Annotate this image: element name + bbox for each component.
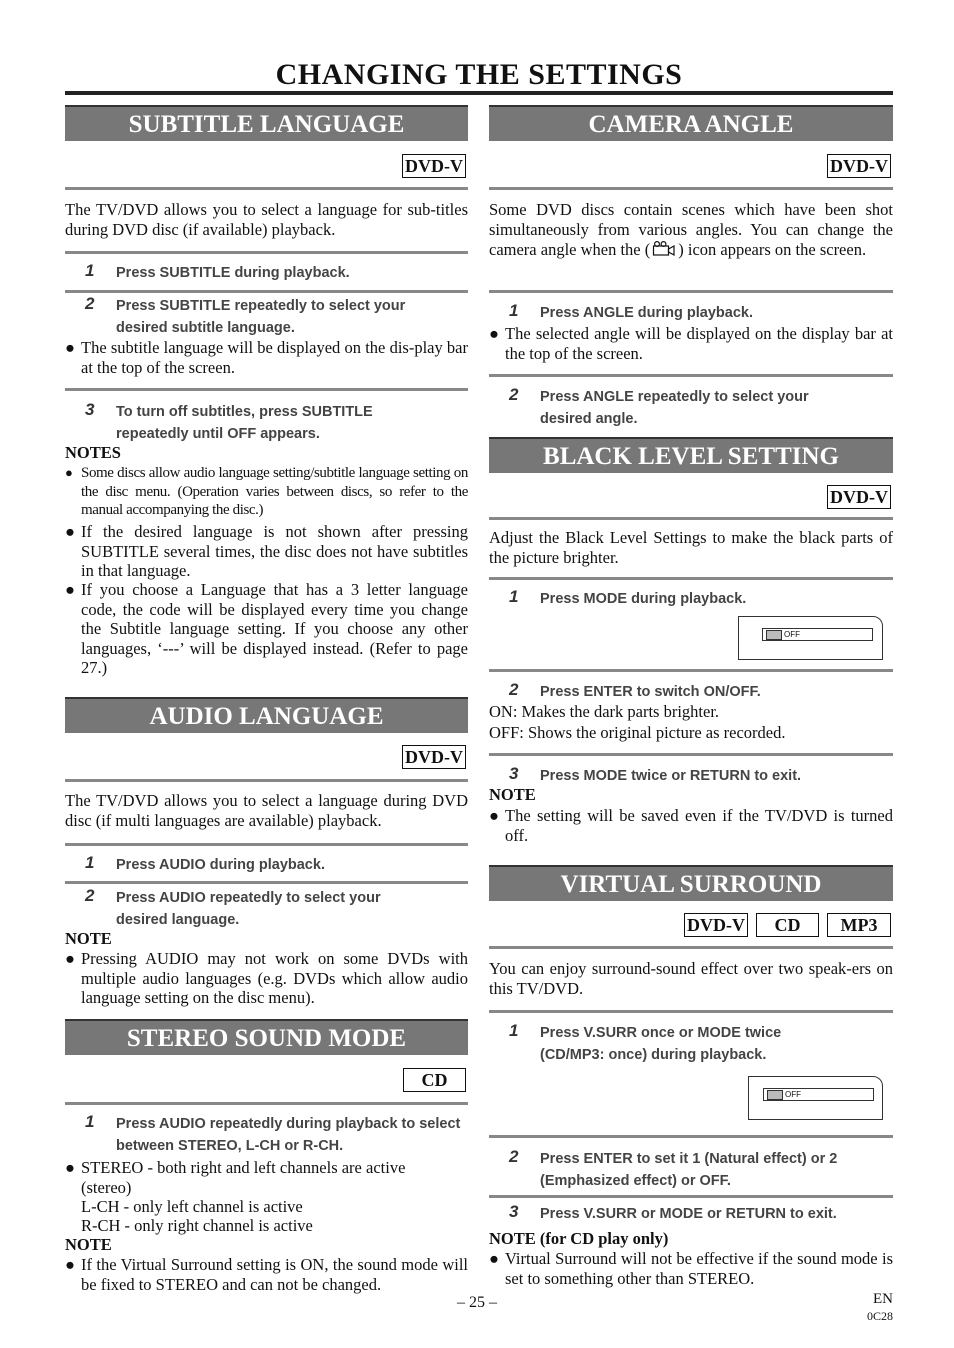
- notes-heading: NOTES: [65, 443, 121, 462]
- dvd-v-badge: DVD-V: [402, 154, 466, 178]
- step-number: 3: [85, 400, 95, 419]
- step-text: Press ENTER to set it 1 (Natural effect) or 2 (Emphasized effect) or OFF.: [540, 1151, 838, 1189]
- divider: [65, 187, 468, 190]
- black-note-1: ● The setting will be saved even if the TV/DVD is turned off.: [489, 806, 893, 845]
- step-text: Press ENTER to switch ON/OFF.: [540, 684, 761, 700]
- document-code: 0C28: [866, 1309, 893, 1323]
- audio-note-1: ● Pressing AUDIO may not work on some DVDs with multiple audio languages (e.g. DVDs which allow audio language setting on the disc menu).: [65, 949, 468, 1007]
- step-text: Press ANGLE during playback.: [540, 305, 753, 321]
- divider: [489, 1195, 893, 1198]
- subtitle-note-1: ● Some discs allow audio language setting/subtitle language setting on the disc menu. (Operation varies between discs, so refer to the manual accompanying the disc.): [65, 465, 468, 518]
- note-heading: NOTE: [65, 1235, 112, 1254]
- step-text: Press ANGLE repeatedly to select your desired angle.: [540, 389, 809, 427]
- step-text: Press V.SURR or MODE or RETURN to exit.: [540, 1206, 837, 1222]
- title-rule: [65, 91, 893, 95]
- divider: [489, 187, 893, 190]
- step-number: 2: [509, 385, 519, 404]
- divider: [65, 388, 468, 391]
- divider: [65, 779, 468, 782]
- step-number: 3: [509, 764, 519, 783]
- camera-intro: Some DVD discs contain scenes which have been shot simultaneously from various angles. You can change the camera angle when the ( ) icon appears on the screen.: [489, 200, 893, 259]
- step-number: 2: [85, 886, 95, 905]
- divider: [489, 517, 893, 520]
- subtitle-step-2: [65, 295, 468, 339]
- black-on-line: ON: Makes the dark parts brighter.: [489, 702, 720, 721]
- divider: [65, 881, 468, 884]
- step-text: Press SUBTITLE repeatedly to select your desired subtitle language.: [116, 298, 406, 336]
- osd-bar: OFF: [762, 628, 873, 641]
- page-title: CHANGING THE SETTINGS: [275, 58, 683, 91]
- stereo-lch: L-CH - only left channel is active: [81, 1197, 303, 1216]
- step-number: 1: [85, 853, 95, 872]
- black-step-3: [489, 765, 893, 787]
- step-text: Press AUDIO repeatedly to select your desired language.: [116, 890, 381, 928]
- stereo-note-1: ● If the Virtual Surround setting is ON, the sound mode will be fixed to STEREO and can not be changed.: [65, 1255, 468, 1294]
- stereo-rch: R-CH - only right channel is active: [81, 1216, 313, 1235]
- divider: [489, 1010, 893, 1013]
- subtitle-step-1: [65, 262, 468, 284]
- page-number: – 25 –: [457, 1294, 497, 1311]
- dvd-v-badge: DVD-V: [827, 485, 891, 509]
- subtitle-bullet: ● The subtitle language will be displayed on the dis-play bar at the top of the screen.: [65, 338, 468, 377]
- black-intro: Adjust the Black Level Settings to make the black parts of the picture brighter.: [489, 528, 893, 567]
- surround-step-2: [489, 1148, 893, 1192]
- camera-angle-header: CAMERA ANGLE: [489, 105, 893, 141]
- stereo-step-1: [65, 1113, 468, 1157]
- cd-badge: CD: [756, 913, 819, 937]
- surround-note-1: ● Virtual Surround will not be effective if the sound mode is set to something other than STEREO.: [489, 1249, 893, 1288]
- surround-osd-screen: [748, 1076, 883, 1120]
- stereo-bullet: ● STEREO - both right and left channels are active (stereo): [65, 1158, 406, 1197]
- black-step-2: [489, 681, 893, 703]
- audio-step-1: [65, 854, 468, 876]
- step-text: Press MODE during playback.: [540, 591, 747, 607]
- step-text: Press SUBTITLE during playback.: [116, 265, 350, 281]
- step-text: Press AUDIO repeatedly during playback to select between STEREO, L-CH or R-CH.: [116, 1116, 461, 1154]
- note-heading: NOTE: [65, 929, 112, 948]
- divider: [489, 577, 893, 580]
- black-level-setting-header: BLACK LEVEL SETTING: [489, 437, 893, 473]
- osd-bar: OFF: [763, 1088, 874, 1101]
- black-level-osd-screen: [738, 616, 883, 660]
- mp3-badge: MP3: [827, 913, 891, 937]
- audio-language-header: AUDIO LANGUAGE: [65, 697, 468, 733]
- stereo-sound-mode-header: STEREO SOUND MODE: [65, 1019, 468, 1055]
- step-number: 2: [85, 294, 95, 313]
- audio-step-2: [65, 887, 468, 931]
- step-text: Press V.SURR once or MODE twice (CD/MP3: once) during playback.: [540, 1025, 782, 1063]
- black-off-line: OFF: Shows the original picture as recorded.: [489, 723, 786, 742]
- step-text: Press AUDIO during playback.: [116, 857, 325, 873]
- divider: [65, 843, 468, 846]
- virtual-surround-header: VIRTUAL SURROUND: [489, 865, 893, 901]
- step-number: 1: [85, 1112, 95, 1131]
- subtitle-language-header: SUBTITLE LANGUAGE: [65, 105, 468, 141]
- step-number: 2: [509, 1147, 519, 1166]
- surround-step-1: [489, 1022, 893, 1066]
- cd-badge: CD: [403, 1068, 466, 1092]
- dvd-v-badge: DVD-V: [402, 745, 466, 769]
- step-text: Press MODE twice or RETURN to exit.: [540, 768, 802, 784]
- divider: [65, 290, 468, 293]
- dvd-v-badge: DVD-V: [827, 154, 891, 178]
- divider: [65, 251, 468, 254]
- camera-step-2: [489, 386, 893, 430]
- language-code: EN: [873, 1291, 893, 1307]
- divider: [489, 1135, 893, 1138]
- surround-step-3: [489, 1203, 893, 1225]
- camera-step-1: [489, 302, 893, 324]
- subtitle-intro: The TV/DVD allows you to select a language for sub-titles during DVD disc (if available) playback.: [65, 200, 468, 239]
- step-text: To turn off subtitles, press SUBTITLE repeatedly until OFF appears.: [116, 404, 373, 442]
- surround-icon: [767, 1090, 783, 1100]
- camera-bullet: ● The selected angle will be displayed on the display bar at the top of the screen.: [489, 324, 893, 363]
- dvd-v-badge: DVD-V: [684, 913, 748, 937]
- step-number: 2: [509, 680, 519, 699]
- surround-intro: You can enjoy surround-sound effect over two speak-ers on this TV/DVD.: [489, 959, 893, 998]
- step-number: 1: [509, 301, 519, 320]
- note-heading: NOTE: [489, 785, 536, 804]
- step-number: 3: [509, 1202, 519, 1221]
- divider: [65, 1102, 468, 1105]
- divider: [489, 946, 893, 949]
- step-number: 1: [509, 1021, 519, 1040]
- black-step-1: [489, 588, 893, 610]
- divider: [489, 669, 893, 672]
- step-number: 1: [509, 587, 519, 606]
- step-number: 1: [85, 261, 95, 280]
- divider: [489, 290, 893, 293]
- subtitle-note-3: ● If you choose a Language that has a 3 letter language code, the code will be displayed every time you change the Subtitle language setting. If you choose any other languages, ‘---’ will be displayed instead. (Refer to page 27.): [65, 580, 468, 677]
- divider: [489, 374, 893, 377]
- subtitle-step-3: [65, 401, 468, 445]
- camera-angle-icon: [652, 241, 676, 257]
- audio-intro: The TV/DVD allows you to select a language during DVD disc (if multi languages are available) playback.: [65, 791, 468, 830]
- subtitle-note-2: ● If the desired language is not shown after pressing SUBTITLE several times, the disc does not have subtitles in that language.: [65, 522, 468, 580]
- divider: [489, 753, 893, 756]
- note-heading: NOTE (for CD play only): [489, 1229, 669, 1248]
- black-level-icon: [766, 630, 782, 640]
